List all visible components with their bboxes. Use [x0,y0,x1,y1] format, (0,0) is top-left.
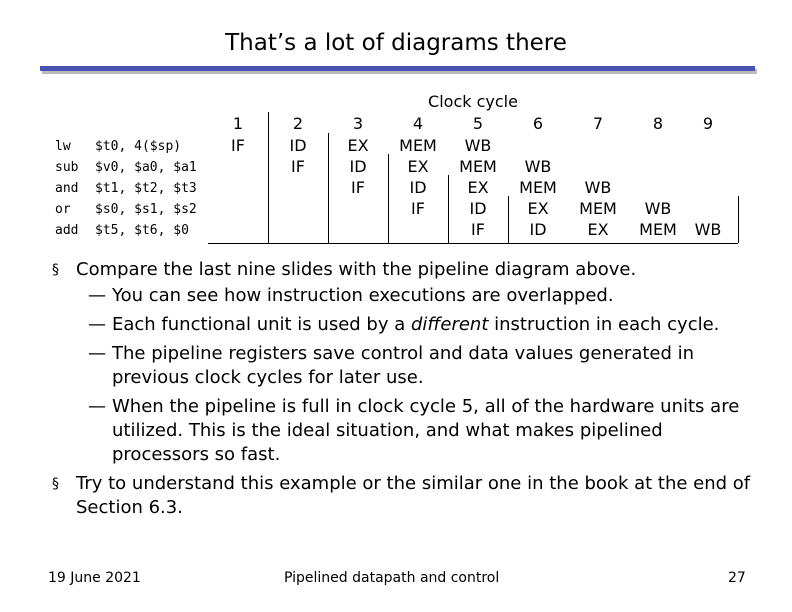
clock-cycle-label: Clock cycle [428,92,518,111]
stage-cell: WB [584,178,612,197]
footer-date: 19 June 2021 [48,570,141,586]
sub-bullet-text [112,314,719,335]
stage-cell: MEM [459,157,497,176]
instruction-opcode: sub [55,160,79,175]
stage-cell: IF [351,178,365,197]
sub-bullet-text: When the pipeline is full in clock cycle 5, all of the hardware units are utilized. This is the ideal situation, and what makes pipelined processors so fast. [112,396,740,465]
footer-title: Pipelined datapath and control [284,570,500,586]
dash-marker: — [88,314,106,335]
stage-cell: EX [407,157,429,176]
page-number: 27 [728,570,746,586]
cycle-number: 9 [702,114,714,133]
stage-cell: IF [291,157,305,176]
grid-line [738,196,739,243]
stage-cell: EX [587,220,609,239]
bullet-marker: § [52,476,59,492]
sub-bullet-text: The pipeline registers save control and data values generated in previous clock cycles for later use. [112,343,695,388]
dash-marker: — [88,285,106,306]
stage-cell: ID [409,178,427,197]
stage-cell: IF [471,220,485,239]
grid-line [208,243,738,244]
instruction-operands: $t1, $t2, $t3 [95,181,197,196]
bullet-item [52,258,752,282]
sub-bullet-item [52,342,752,390]
grid-line [328,133,329,243]
cycle-number: 2 [292,114,304,133]
bullet-text: Compare the last nine slides with the pipeline diagram above. [76,259,637,280]
instruction-operands: $t0, 4($sp) [95,139,182,154]
pipeline-diagram [0,0,792,250]
instruction-opcode: or [55,202,71,217]
stage-cell: ID [469,199,487,218]
dash-marker: — [88,343,106,364]
stage-cell: WB [464,136,492,155]
stage-cell: ID [349,157,367,176]
instruction-opcode: add [55,223,79,238]
bullet-list [52,258,752,522]
stage-cell: IF [231,136,245,155]
bullet-item [52,472,752,520]
grid-line [388,154,389,243]
stage-cell: EX [347,136,369,155]
instruction-operands: $t5, $t6, $0 [95,223,189,238]
emphasis-text: different [410,314,489,335]
stage-cell: MEM [519,178,557,197]
stage-cell: ID [529,220,547,239]
cycle-number: 8 [652,114,664,133]
cycle-number: 3 [352,114,364,133]
text-run: Each functional unit is used by a [112,314,411,335]
cycle-number: 5 [472,114,484,133]
stage-cell: WB [524,157,552,176]
stage-cell: EX [527,199,549,218]
sub-bullet-item [52,284,752,308]
text-run: instruction in each cycle. [488,314,720,335]
stage-cell: MEM [579,199,617,218]
grid-line [508,196,509,243]
stage-cell: EX [467,178,489,197]
instruction-opcode: lw [55,139,71,154]
stage-cell: MEM [639,220,677,239]
cycle-number: 1 [232,114,244,133]
cycle-number: 6 [532,114,544,133]
bullet-marker: § [52,262,59,278]
sub-bullet-item [52,313,752,337]
cycle-number: 4 [412,114,424,133]
stage-cell: ID [289,136,307,155]
slide-title: That’s a lot of diagrams there [225,30,567,56]
instruction-operands: $v0, $a0, $a1 [95,160,197,175]
dash-marker: — [88,396,106,417]
grid-line [448,175,449,243]
cycle-number: 7 [592,114,604,133]
sub-bullet-text: You can see how instruction executions are overlapped. [112,285,614,306]
stage-cell: IF [411,199,425,218]
bullet-text: Try to understand this example or the similar one in the book at the end of Section 6.3. [76,473,751,518]
instruction-operands: $s0, $s1, $s2 [95,202,197,217]
stage-cell: WB [644,199,672,218]
stage-cell: MEM [399,136,437,155]
grid-line [268,112,269,243]
sub-bullet-item [52,395,752,467]
stage-cell: WB [694,220,722,239]
instruction-opcode: and [55,181,79,196]
